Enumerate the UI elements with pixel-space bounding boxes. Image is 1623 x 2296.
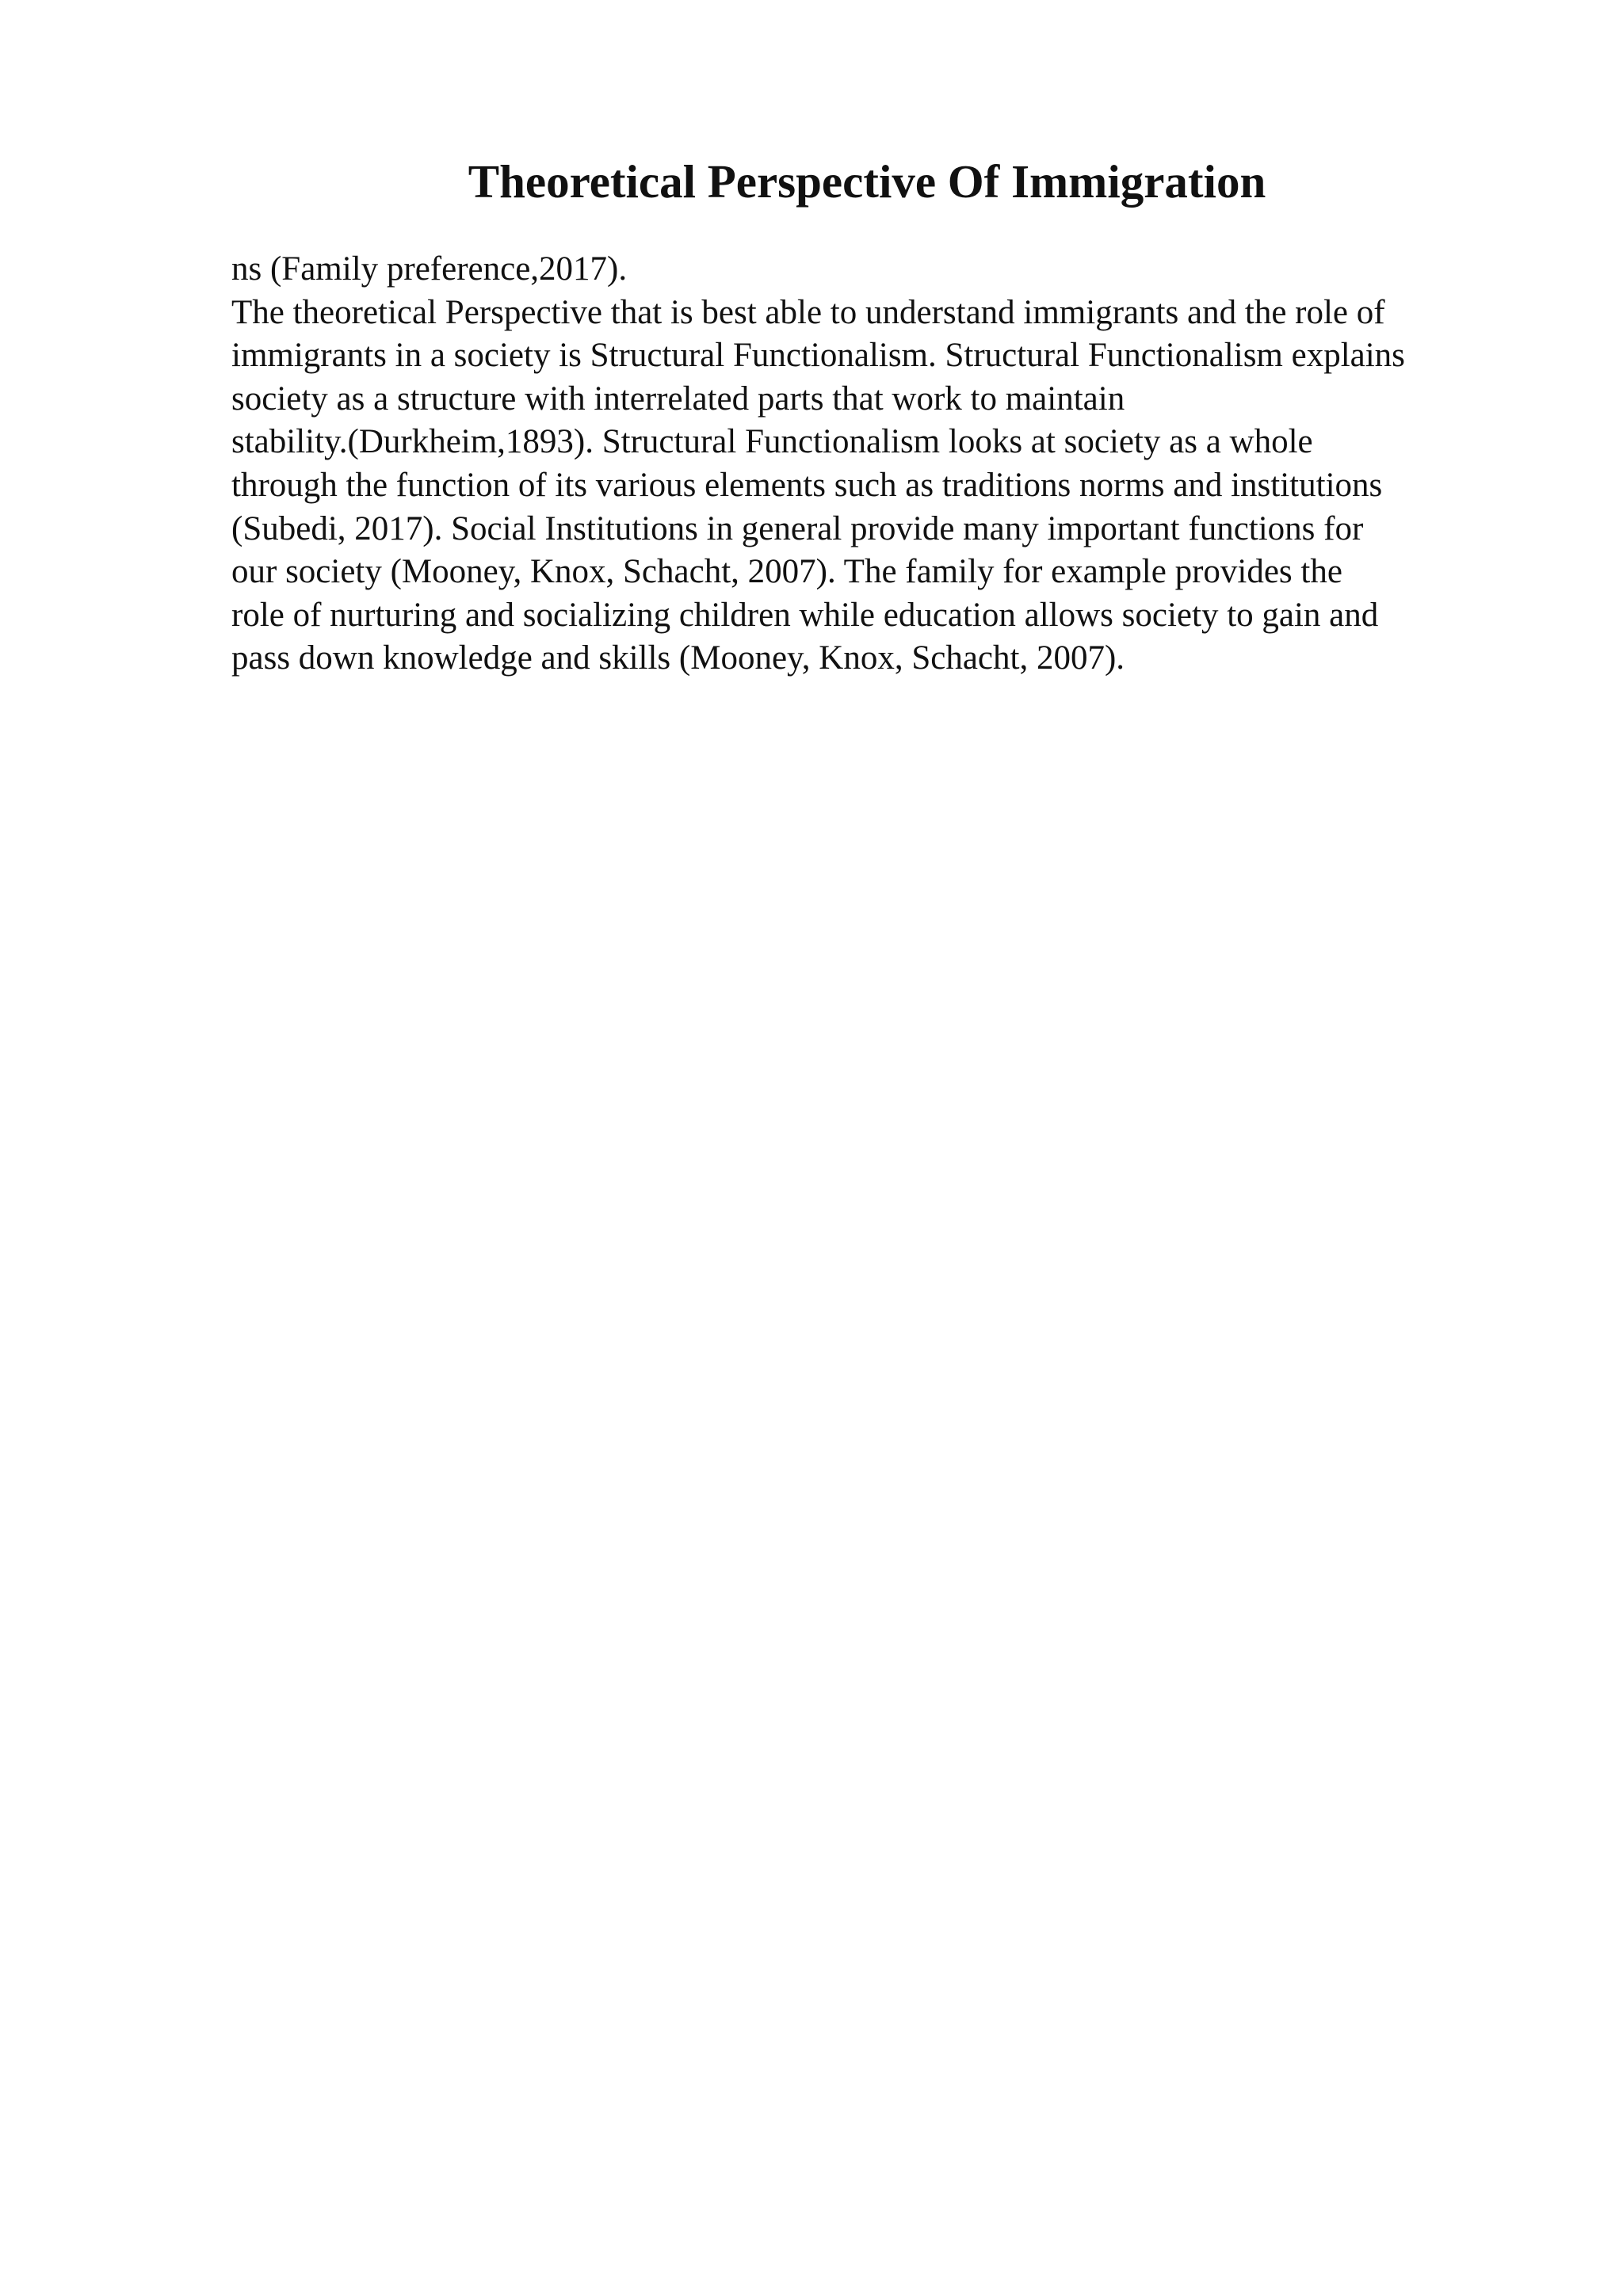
text-line: (Subedi, 2017). Social Institutions in general provide many important functions for	[231, 509, 1364, 547]
text-line: stability.(Durkheim,1893). Structural Functionalism looks at society as a whole	[231, 423, 1313, 461]
document-title: Theoretical Perspective Of Immigration	[468, 155, 1266, 208]
text-line: immigrants in a society is Structural Functionalism. Structural Functionalism explains	[231, 337, 1405, 375]
text-line: our society (Mooney, Knox, Schacht, 2007). The family for example provides the	[231, 553, 1342, 591]
text-line: role of nurturing and socializing children while education allows society to gain and	[231, 596, 1379, 634]
text-line: The theoretical Perspective that is best able to understand immigrants and the role of	[231, 293, 1385, 331]
body-text	[231, 248, 1531, 681]
text-line: pass down knowledge and skills (Mooney, Knox, Schacht, 2007).	[231, 639, 1125, 677]
text-line: society as a structure with interrelated parts that work to maintain	[231, 379, 1125, 418]
text-line: through the function of its various elements such as traditions norms and institutions	[231, 466, 1383, 504]
text-line: ns (Family preference,2017).	[231, 250, 628, 288]
